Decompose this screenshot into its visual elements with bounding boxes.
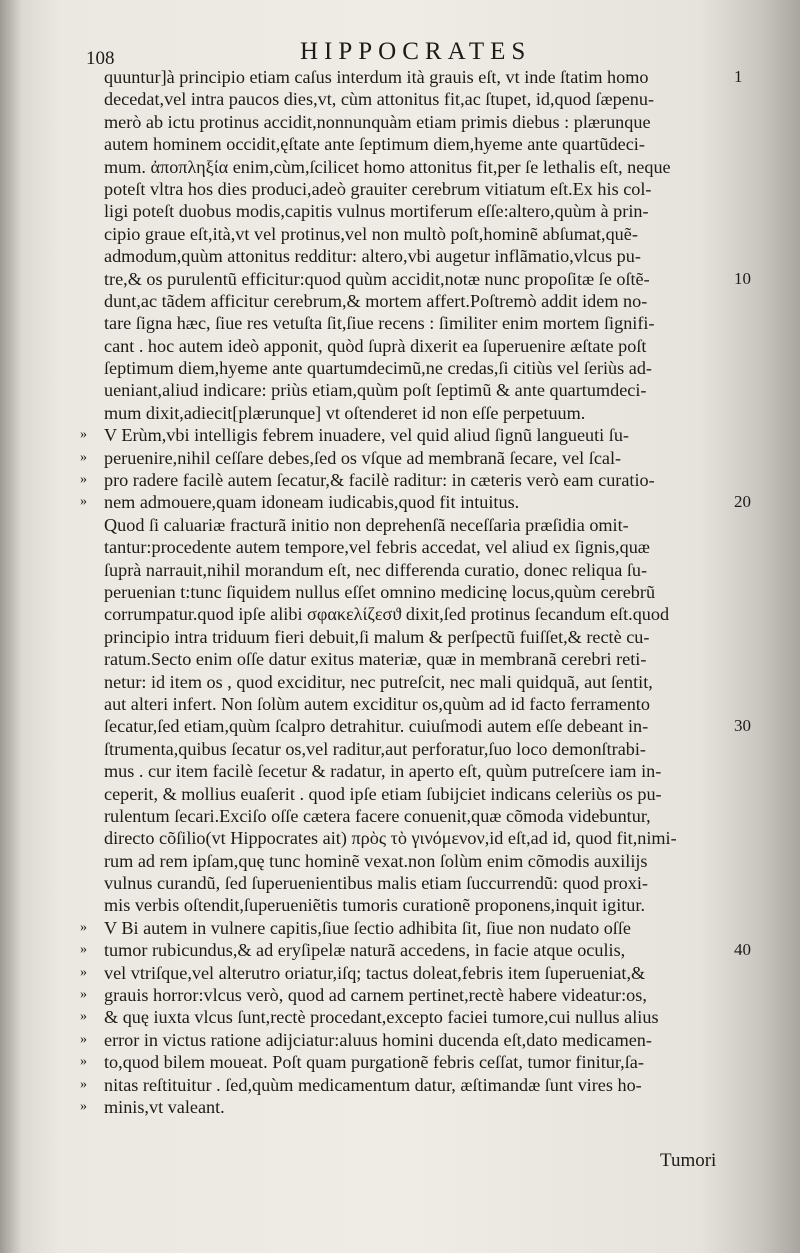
line-text: error in victus ratione adijciatur:aluus homini ducenda eſt,dato medicamen-	[104, 1029, 652, 1050]
line-text: rum ad rem ipſam,quę tunc hominẽ vexat.non ſolùm enim cõmodis auxilijs	[104, 850, 648, 871]
text-line	[104, 783, 724, 805]
quote-mark: »	[80, 494, 87, 510]
text-line	[104, 335, 724, 357]
quote-mark: »	[80, 472, 87, 488]
line-text: corrumpatur.quod ipſe alibi σφακελίζεσϑ dixit,ſed protinus ſecandum eſt.quod	[104, 604, 670, 625]
text-line	[104, 827, 724, 849]
text-line	[80, 447, 724, 469]
text-line	[80, 1074, 724, 1096]
line-text: ſecatur,ſed etiam,quùm ſcalpro detrahitur. cuiuſmodi autem eſſe debeant in-	[104, 716, 649, 737]
text-line	[80, 491, 751, 513]
line-text: autem hominem occidit,ęſtate ante ſeptimum diem,hyeme ante quartũdeci-	[104, 134, 645, 155]
text-line	[104, 559, 724, 581]
quote-mark: »	[80, 964, 87, 980]
text-line	[104, 693, 724, 715]
text-line	[80, 1006, 724, 1028]
margin-line-number: 30	[734, 716, 751, 736]
text-line	[80, 1096, 724, 1118]
text-line	[104, 536, 724, 558]
line-text: mum. ἀποπληξία enim,cùm,ſcilicet homo attonitus fit,per ſe lethalis eſt, neque	[104, 156, 671, 177]
line-text: minis,vt valeant.	[104, 1096, 225, 1117]
line-text: poteſt vltra hos dies produci,adeò grauiter cerebrum vitiatum eſt.Ex his col-	[104, 178, 652, 199]
line-text: grauis horror:vlcus verò, quod ad carnem pertinet,rectè habere videatur:os,	[104, 985, 647, 1006]
line-text: mis verbis oſtendit,ſuperueniẽtis tumoris curationẽ proponens,inquit igitur.	[104, 895, 645, 916]
text-line	[80, 469, 724, 491]
line-text: peruenian t:tunc ſiquidem nullus eſſet omnino medicinę locus,quùm cerebrũ	[104, 581, 656, 602]
line-text: aut alteri infert. Non ſolùm autem exciditur os,quùm ad id facto ferramento	[104, 693, 650, 714]
line-text: & quę iuxta vlcus ſunt,rectè procedant,excepto faciei tumore,cui nullus alius	[104, 1007, 659, 1028]
quote-mark: »	[80, 919, 87, 935]
quote-mark: »	[80, 1009, 87, 1025]
line-text: nem admouere,quam idoneam iudicabis,quod fit intuitus.	[104, 492, 520, 513]
line-text: cant . hoc autem ideò apponit, quòd ſuprà dixerit ea ſuperuenire æſtate poſt	[104, 335, 647, 356]
line-text: decedat,vel intra paucos dies,vt, cùm attonitus fit,ac ſtupet, id,quod ſæpenu-	[104, 89, 655, 110]
line-text: Quod ſi caluariæ fracturã initio non deprehenſã neceſſaria præſidia omit-	[104, 514, 629, 535]
running-title: HIPPOCRATES	[300, 38, 532, 65]
line-text: ſeptimum diem,hyeme ante quartumdecimũ,ne credas,ſi citiùs vel ſeriùs ad-	[104, 358, 652, 379]
line-text: mum dixit,adiecit[plærunque] vt oſtenderet id non eſſe perpetuum.	[104, 402, 586, 423]
text-line	[80, 917, 724, 939]
text-line	[104, 626, 724, 648]
line-text: tantur:procedente autem tempore,vel febris accedat, vel aliud ex ſignis,quæ	[104, 537, 650, 558]
line-text: merò ab ictu protinus accidit,nonnunquàm etiam primis diebus : plærunque	[104, 111, 651, 132]
line-text: quuntur]à principio etiam caſus interdum ità grauis eſt, vt inde ſtatim homo	[104, 67, 649, 87]
line-text: vel vtriſque,vel alterutro oriatur,iſq; tactus doleat,febris item ſuperueniat,&	[104, 962, 646, 983]
text-line	[104, 850, 724, 872]
text-line	[104, 581, 724, 603]
line-text: V Erùm,vbi intelligis febrem inuadere, vel quid aliud ſignũ langueuti ſu-	[104, 425, 629, 446]
text-line	[104, 603, 724, 625]
text-line	[104, 894, 724, 916]
text-line	[104, 648, 724, 670]
text-line	[104, 200, 724, 222]
line-text: V Bi autem in vulnere capitis,ſiue ſectio adhibita ſit, ſiue non nudato oſſe	[104, 917, 631, 938]
line-text: vulnus curandũ, ſed ſuperuenientibus malis etiam ſuccurrendũ: quod proxi-	[104, 873, 648, 894]
line-text: to,quod bilem moueat. Poſt quam purgationẽ febris ceſſat, tumor finitur,ſa-	[104, 1052, 644, 1073]
margin-line-number: 1	[734, 67, 743, 86]
quote-mark: »	[80, 1031, 87, 1047]
quote-mark: »	[80, 1054, 87, 1070]
line-text: dunt,ac tãdem afficitur cerebrum,& mortem affert.Poſtremò addit idem no-	[104, 290, 648, 311]
line-text: ueniant,aliud indicare: priùs etiam,quùm poſt ſeptimũ & ante quartumdeci-	[104, 380, 647, 401]
text-line	[104, 671, 724, 693]
text-line	[80, 962, 724, 984]
margin-line-number: 20	[734, 492, 751, 512]
quote-mark: »	[80, 942, 87, 958]
quote-mark: »	[80, 449, 87, 465]
line-text: tumor rubicundus,& ad eryſipelæ naturã accedens, in facie atque oculis,	[104, 940, 626, 961]
line-text: rulentum ſecari.Exciſo oſſe cætera facere conuenit,quæ cõmoda videbuntur,	[104, 805, 651, 826]
margin-line-number: 40	[734, 940, 751, 960]
text-line	[104, 715, 751, 737]
text-line	[80, 939, 751, 961]
quote-mark: »	[80, 1076, 87, 1092]
text-line	[80, 1051, 724, 1073]
text-line	[104, 805, 724, 827]
line-text: peruenire,nihil ceſſare debes,ſed os vſque ad membranã ſecare, vel ſcal-	[104, 447, 622, 468]
text-line	[104, 872, 724, 894]
page-number: 108	[86, 48, 115, 69]
text-line	[104, 156, 724, 178]
quote-mark: »	[80, 1098, 87, 1114]
line-text: principio intra triduum fieri debuit,ſi malum & perſpectũ fuiſſet,& rectè cu-	[104, 626, 650, 647]
text-block	[80, 66, 751, 1118]
text-line	[104, 245, 724, 267]
quote-mark: »	[80, 427, 87, 443]
text-line	[104, 514, 724, 536]
text-line	[80, 984, 724, 1006]
line-text: tre,& os purulentũ efficitur:quod quùm accidit,notæ nunc propoſitæ ſe oſtẽ-	[104, 268, 650, 289]
text-line	[104, 178, 724, 200]
line-text: ratum.Secto enim oſſe datur exitus materiæ, quæ in membranã cerebri reti-	[104, 649, 647, 670]
line-text: netur: id item os , quod exciditur, nec putreſcit, nec mali quidquã, aut ſentit,	[104, 671, 653, 692]
text-line	[104, 357, 724, 379]
text-line	[104, 290, 724, 312]
text-line	[104, 379, 724, 401]
line-text: ceperit, & mollius euaſerit . quod ipſe etiam ſubijciet indicans celeriùs os pu-	[104, 783, 662, 804]
text-line	[104, 223, 724, 245]
line-text: directo cõſilio(vt Hippocrates ait) πρὸς τὸ γινόμενον,id eſt,ad id, quod fit,nimi-	[104, 828, 677, 849]
line-text: mus . cur item facilè ſecetur & radatur, in aperto eſt, quùm putreſcere iam in-	[104, 761, 662, 782]
text-line	[104, 738, 724, 760]
line-text: ſuprà narrauit,nihil morandum eſt, nec differenda curatio, donec reliqua ſu-	[104, 559, 648, 580]
quote-mark: »	[80, 987, 87, 1003]
line-text: nitas reſtituitur . ſed,quùm medicamentum datur, æſtimandæ ſunt vires ho-	[104, 1074, 642, 1095]
text-line	[104, 312, 724, 334]
text-line	[80, 424, 724, 446]
text-line	[104, 66, 743, 88]
line-text: tare ſigna hæc, ſiue res vetuſta ſit,ſiue recens : ſimiliter enim mortem ſignifi-	[104, 313, 655, 334]
line-text: cipio graue eſt,ità,vt vel protinus,vel non multò poſt,hominẽ abſumat,quẽ-	[104, 223, 638, 244]
catchword: Tumori	[660, 1150, 717, 1171]
text-line	[104, 111, 724, 133]
line-text: admodum,quùm attonitus redditur: altero,vbi augetur inflãmatio,vlcus pu-	[104, 246, 641, 267]
margin-line-number: 10	[734, 268, 751, 288]
text-line	[104, 88, 724, 110]
line-text: pro radere facilè autem ſecatur,& facilè raditur: in cæteris verò eam curatio-	[104, 470, 655, 491]
text-line	[104, 760, 724, 782]
line-text: ligi poteſt duobus modis,capitis vulnus mortiferum eſſe:altero,quùm à prin-	[104, 201, 649, 222]
text-line	[104, 402, 724, 424]
text-line	[80, 1029, 724, 1051]
text-line	[104, 268, 751, 290]
text-line	[104, 133, 724, 155]
line-text: ſtrumenta,quibus ſecatur os,vel raditur,aut perforatur,ſuo loco demonſtrabi-	[104, 738, 646, 759]
